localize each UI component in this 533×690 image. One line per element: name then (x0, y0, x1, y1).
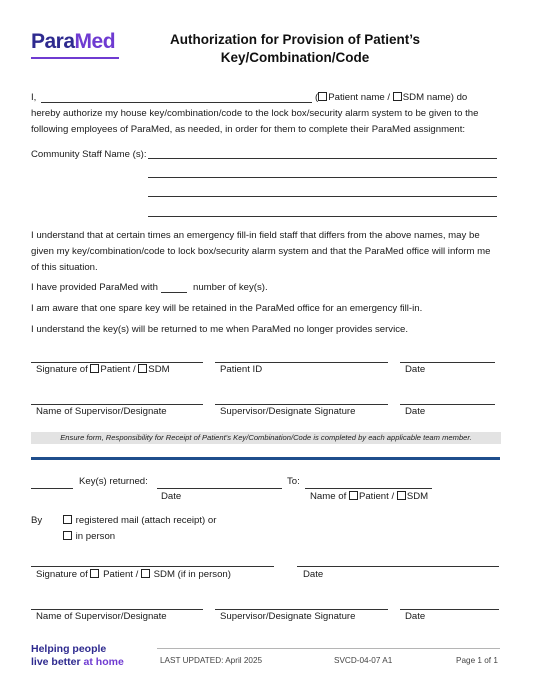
return-supervisor-signature-line[interactable] (215, 609, 388, 610)
patient-checkbox[interactable] (318, 92, 327, 101)
date-line-1[interactable] (400, 362, 495, 363)
slogan-line2-b: at home (83, 656, 124, 668)
return-sig-patient-label: Patient / (103, 569, 139, 580)
sig-sdm-checkbox[interactable] (138, 364, 147, 373)
in-person-label: in person (75, 531, 116, 542)
page-number: Page 1 of 1 (456, 656, 498, 665)
by-label: By (31, 515, 43, 526)
date-label-1: Date (405, 364, 426, 375)
staff-name-line-2[interactable] (148, 177, 497, 178)
sig-patient-label: Patient / (100, 364, 136, 375)
section-divider (31, 457, 500, 460)
date-line-2[interactable] (400, 404, 495, 405)
return-patient-label: Patient / (358, 491, 395, 502)
return-to-line[interactable] (305, 488, 432, 489)
registered-mail-checkbox[interactable] (63, 515, 72, 524)
intro-line1-tail: ( Patient name / SDM name) do (315, 92, 468, 103)
key-count-blank[interactable] (161, 292, 187, 293)
intro-prefix: I, (31, 92, 37, 103)
return-signature-line[interactable] (31, 566, 274, 567)
in-person-checkbox[interactable] (63, 531, 72, 540)
return-sig-prefix: Signature of (36, 569, 88, 580)
intro-line3: following employees of ParaMed, as needed, in order for them to complete their ParaMed assignment: (31, 124, 466, 135)
supervisor-signature-line[interactable] (215, 404, 388, 405)
return-sig-date-label: Date (303, 569, 324, 580)
form-title (150, 31, 440, 67)
signature-label (36, 364, 170, 375)
registered-mail-label: registered mail (attach receipt) or (75, 515, 217, 526)
keys-returned-count-line[interactable] (31, 488, 73, 489)
name-blank-line[interactable] (41, 102, 312, 103)
return-sig-sdm-checkbox[interactable] (141, 569, 150, 578)
intro-sdm-name: SDM name) do (402, 92, 468, 103)
return-signature-label (36, 569, 231, 580)
community-staff-label: Community Staff Name (s): (31, 149, 147, 160)
provided-suffix: number of key(s). (193, 282, 268, 293)
option-in-person[interactable] (63, 531, 115, 542)
slogan-line1: Helping people (31, 643, 107, 655)
keys-returned-label: Key(s) returned: (79, 476, 148, 487)
return-sig-patient-checkbox[interactable] (90, 569, 99, 578)
staff-name-line-4[interactable] (148, 216, 497, 217)
sig-patient-checkbox[interactable] (90, 364, 99, 373)
footer-rule (157, 648, 500, 649)
return-patient-checkbox[interactable] (349, 491, 358, 500)
understand-line3: of this situation. (31, 262, 98, 273)
form-title-line2: Key/Combination/Code (220, 50, 370, 65)
logo-text-para: Para (31, 30, 75, 53)
staff-name-line-1[interactable] (148, 158, 497, 159)
provided-prefix: I have provided ParaMed with (31, 282, 158, 293)
patient-id-line[interactable] (215, 362, 388, 363)
return-date-line-2[interactable] (297, 566, 499, 567)
intro-line2: hereby authorize my house key/combination/code to the lock box/security alarm system to be given to the (31, 108, 479, 119)
staff-name-line-3[interactable] (148, 196, 497, 197)
return-name-label (310, 491, 428, 502)
return-supervisor-date-label: Date (405, 611, 426, 622)
signature-line[interactable] (31, 362, 203, 363)
logo-underline (31, 57, 119, 59)
name-of-text: Name of (310, 491, 347, 502)
sig-prefix: Signature of (36, 364, 88, 375)
slogan-line2-a: live better (31, 656, 84, 668)
return-sdm-label: SDM (406, 491, 429, 502)
form-title-line1: Authorization for Provision of Patient’s (169, 32, 420, 47)
supervisor-name-label: Name of Supervisor/Designate (36, 406, 167, 417)
supervisor-signature-label: Supervisor/Designate Signature (220, 406, 356, 417)
supervisor-name-line[interactable] (31, 404, 203, 405)
logo-text-med: Med (74, 30, 116, 53)
spare-key-text: I am aware that one spare key will be retained in the ParaMed office for an emergency fill-in. (31, 303, 423, 314)
return-supervisor-signature-label: Supervisor/Designate Signature (220, 611, 356, 622)
return-supervisor-name-line[interactable] (31, 609, 203, 610)
ensure-form-note: Ensure form, Responsibility for Receipt of Patient’s Key/Combination/Code is completed by each applicable team member. (60, 433, 472, 442)
return-supervisor-name-label: Name of Supervisor/Designate (36, 611, 167, 622)
return-date-label: Date (161, 491, 182, 502)
return-date-line[interactable] (157, 488, 282, 489)
return-sdm-checkbox[interactable] (397, 491, 406, 500)
sdm-checkbox[interactable] (393, 92, 402, 101)
to-label: To: (287, 476, 300, 487)
return-supervisor-date-line[interactable] (400, 609, 499, 610)
sig-sdm-label: SDM (148, 364, 170, 375)
paramed-logo (31, 30, 115, 54)
patient-id-label: Patient ID (220, 364, 263, 375)
slogan-line2 (31, 656, 124, 669)
understand-line1: I understand that at certain times an emergency fill-in field staff that differs from the above names, may be (31, 230, 480, 241)
date-label-2: Date (405, 406, 426, 417)
returned-text: I understand the key(s) will be returned to me when ParaMed no longer provides service. (31, 324, 409, 335)
option-registered-mail[interactable] (63, 515, 216, 526)
form-code: SVCD-04-07 A1 (334, 656, 393, 665)
footer-slogan (31, 643, 124, 669)
return-sig-sdm-label: SDM (if in person) (153, 569, 231, 580)
understand-line2: given my key/combination/code to lock box/security alarm system and that the ParaMed office will inform me (31, 246, 491, 257)
intro-patient-name: Patient name / (328, 92, 391, 103)
last-updated: LAST UPDATED: April 2025 (160, 656, 263, 665)
